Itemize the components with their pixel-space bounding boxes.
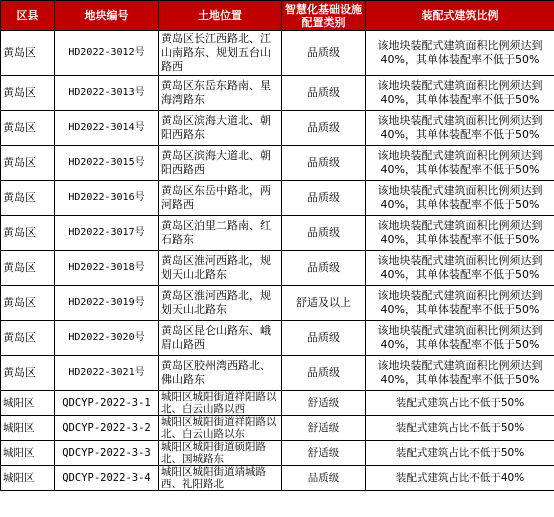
parcel-code-cell: QDCYP-2022-3-3 xyxy=(55,441,159,466)
prefab-ratio-cell: 装配式建筑占比不低于50% xyxy=(366,416,554,441)
district-cell: 黄岛区 xyxy=(1,356,55,391)
parcel-code-cell: HD2022-3017号 xyxy=(55,216,159,251)
table-row xyxy=(1,391,554,416)
header-row xyxy=(1,1,554,31)
location-cell: 黄岛区长江西路北、江山南路东、规划五台山路西 xyxy=(159,31,282,76)
infra-level-cell: 品质级 xyxy=(282,31,366,76)
district-cell: 黄岛区 xyxy=(1,251,55,286)
table-row xyxy=(1,416,554,441)
prefab-ratio-cell: 该地块装配式建筑面积比例须达到40%，其单体装配率不低于50% xyxy=(366,76,554,111)
district-cell: 城阳区 xyxy=(1,466,55,491)
prefab-ratio-cell: 该地块装配式建筑面积比例须达到40%，其单体装配率不低于50% xyxy=(366,146,554,181)
infra-level-cell: 舒适及以上 xyxy=(282,286,366,321)
parcel-code-cell: HD2022-3021号 xyxy=(55,356,159,391)
prefab-ratio-cell: 该地块装配式建筑面积比例须达到40%，其单体装配率不低于50% xyxy=(366,251,554,286)
infra-level-cell: 品质级 xyxy=(282,251,366,286)
location-cell: 黄岛区东岳东路南、星海湾路东 xyxy=(159,76,282,111)
district-cell: 城阳区 xyxy=(1,391,55,416)
header-prefab-ratio: 装配式建筑比例 xyxy=(366,1,554,31)
parcel-code-cell: QDCYP-2022-3-4 xyxy=(55,466,159,491)
infra-level-cell: 品质级 xyxy=(282,76,366,111)
location-cell: 城阳区城阳街道硕阳路北、国城路东 xyxy=(159,441,282,466)
infra-level-cell: 品质级 xyxy=(282,356,366,391)
location-cell: 城阳区城阳街道靖城路西、礼阳路北 xyxy=(159,466,282,491)
prefab-ratio-cell: 装配式建筑占比不低于40% xyxy=(366,466,554,491)
parcel-code-cell: HD2022-3014号 xyxy=(55,111,159,146)
district-cell: 城阳区 xyxy=(1,441,55,466)
infra-level-cell: 品质级 xyxy=(282,111,366,146)
parcel-code-cell: HD2022-3013号 xyxy=(55,76,159,111)
parcel-code-cell: HD2022-3015号 xyxy=(55,146,159,181)
location-cell: 黄岛区淮河西路北，规划天山北路东 xyxy=(159,251,282,286)
infra-level-cell: 品质级 xyxy=(282,321,366,356)
infra-level-cell: 舒适级 xyxy=(282,441,366,466)
table-row xyxy=(1,31,554,76)
district-cell: 黄岛区 xyxy=(1,31,55,76)
location-cell: 黄岛区淮河西路北，规划天山北路东 xyxy=(159,286,282,321)
district-cell: 黄岛区 xyxy=(1,181,55,216)
parcel-code-cell: HD2022-3018号 xyxy=(55,251,159,286)
location-cell: 黄岛区滨海大道北、朝阳西路西 xyxy=(159,146,282,181)
prefab-ratio-cell: 该地块装配式建筑面积比例须达到40%，其单体装配率不低于50% xyxy=(366,181,554,216)
prefab-ratio-cell: 装配式建筑占比不低于50% xyxy=(366,391,554,416)
infra-level-cell: 品质级 xyxy=(282,466,366,491)
prefab-ratio-cell: 该地块装配式建筑面积比例须达到40%，其单体装配率不低于50% xyxy=(366,356,554,391)
district-cell: 城阳区 xyxy=(1,416,55,441)
district-cell: 黄岛区 xyxy=(1,286,55,321)
header-smart-infra-level: 智慧化基础设施配置类别 xyxy=(282,1,366,31)
location-cell: 黄岛区昆仑山路东、峨眉山路西 xyxy=(159,321,282,356)
table-row xyxy=(1,146,554,181)
header-parcel-code: 地块编号 xyxy=(55,1,159,31)
header-location: 土地位置 xyxy=(159,1,282,31)
table-row xyxy=(1,181,554,216)
prefab-ratio-cell: 装配式建筑占比不低于50% xyxy=(366,441,554,466)
prefab-ratio-cell: 该地块装配式建筑面积比例须达到40%，其单体装配率不低于50% xyxy=(366,216,554,251)
prefab-ratio-cell: 该地块装配式建筑面积比例须达到40%，其单体装配率不低于50% xyxy=(366,31,554,76)
location-cell: 城阳区城阳街道祥阳路以北、白云山路以东 xyxy=(159,416,282,441)
prefab-ratio-cell: 该地块装配式建筑面积比例须达到40%，其单体装配率不低于50% xyxy=(366,286,554,321)
infra-level-cell: 品质级 xyxy=(282,181,366,216)
district-cell: 黄岛区 xyxy=(1,111,55,146)
table-row xyxy=(1,441,554,466)
infra-level-cell: 品质级 xyxy=(282,146,366,181)
district-cell: 黄岛区 xyxy=(1,321,55,356)
header-district: 区县 xyxy=(1,1,55,31)
table-row xyxy=(1,111,554,146)
infra-level-cell: 舒适级 xyxy=(282,416,366,441)
district-cell: 黄岛区 xyxy=(1,76,55,111)
district-cell: 黄岛区 xyxy=(1,146,55,181)
district-cell: 黄岛区 xyxy=(1,216,55,251)
prefab-ratio-cell: 该地块装配式建筑面积比例须达到40%，其单体装配率不低于50% xyxy=(366,111,554,146)
parcel-code-cell: HD2022-3012号 xyxy=(55,31,159,76)
parcel-code-cell: HD2022-3020号 xyxy=(55,321,159,356)
parcel-code-cell: HD2022-3019号 xyxy=(55,286,159,321)
table-row xyxy=(1,251,554,286)
parcel-code-cell: QDCYP-2022-3-1 xyxy=(55,391,159,416)
infra-level-cell: 品质级 xyxy=(282,216,366,251)
infra-level-cell: 舒适级 xyxy=(282,391,366,416)
table-row xyxy=(1,466,554,491)
prefab-ratio-cell: 该地块装配式建筑面积比例须达到40%，其单体装配率不低于50% xyxy=(366,321,554,356)
location-cell: 城阳区城阳街道祥阳路以北、白云山路以西 xyxy=(159,391,282,416)
table-row xyxy=(1,216,554,251)
table-row xyxy=(1,356,554,391)
table-row xyxy=(1,76,554,111)
table-row xyxy=(1,321,554,356)
parcel-code-cell: QDCYP-2022-3-2 xyxy=(55,416,159,441)
location-cell: 黄岛区东岳中路北，两河路西 xyxy=(159,181,282,216)
location-cell: 黄岛区滨海大道北、朝阳西路东 xyxy=(159,111,282,146)
location-cell: 黄岛区胶州湾西路北、佛山路东 xyxy=(159,356,282,391)
location-cell: 黄岛区泊里二路南、红石路东 xyxy=(159,216,282,251)
parcel-code-cell: HD2022-3016号 xyxy=(55,181,159,216)
table-row xyxy=(1,286,554,321)
